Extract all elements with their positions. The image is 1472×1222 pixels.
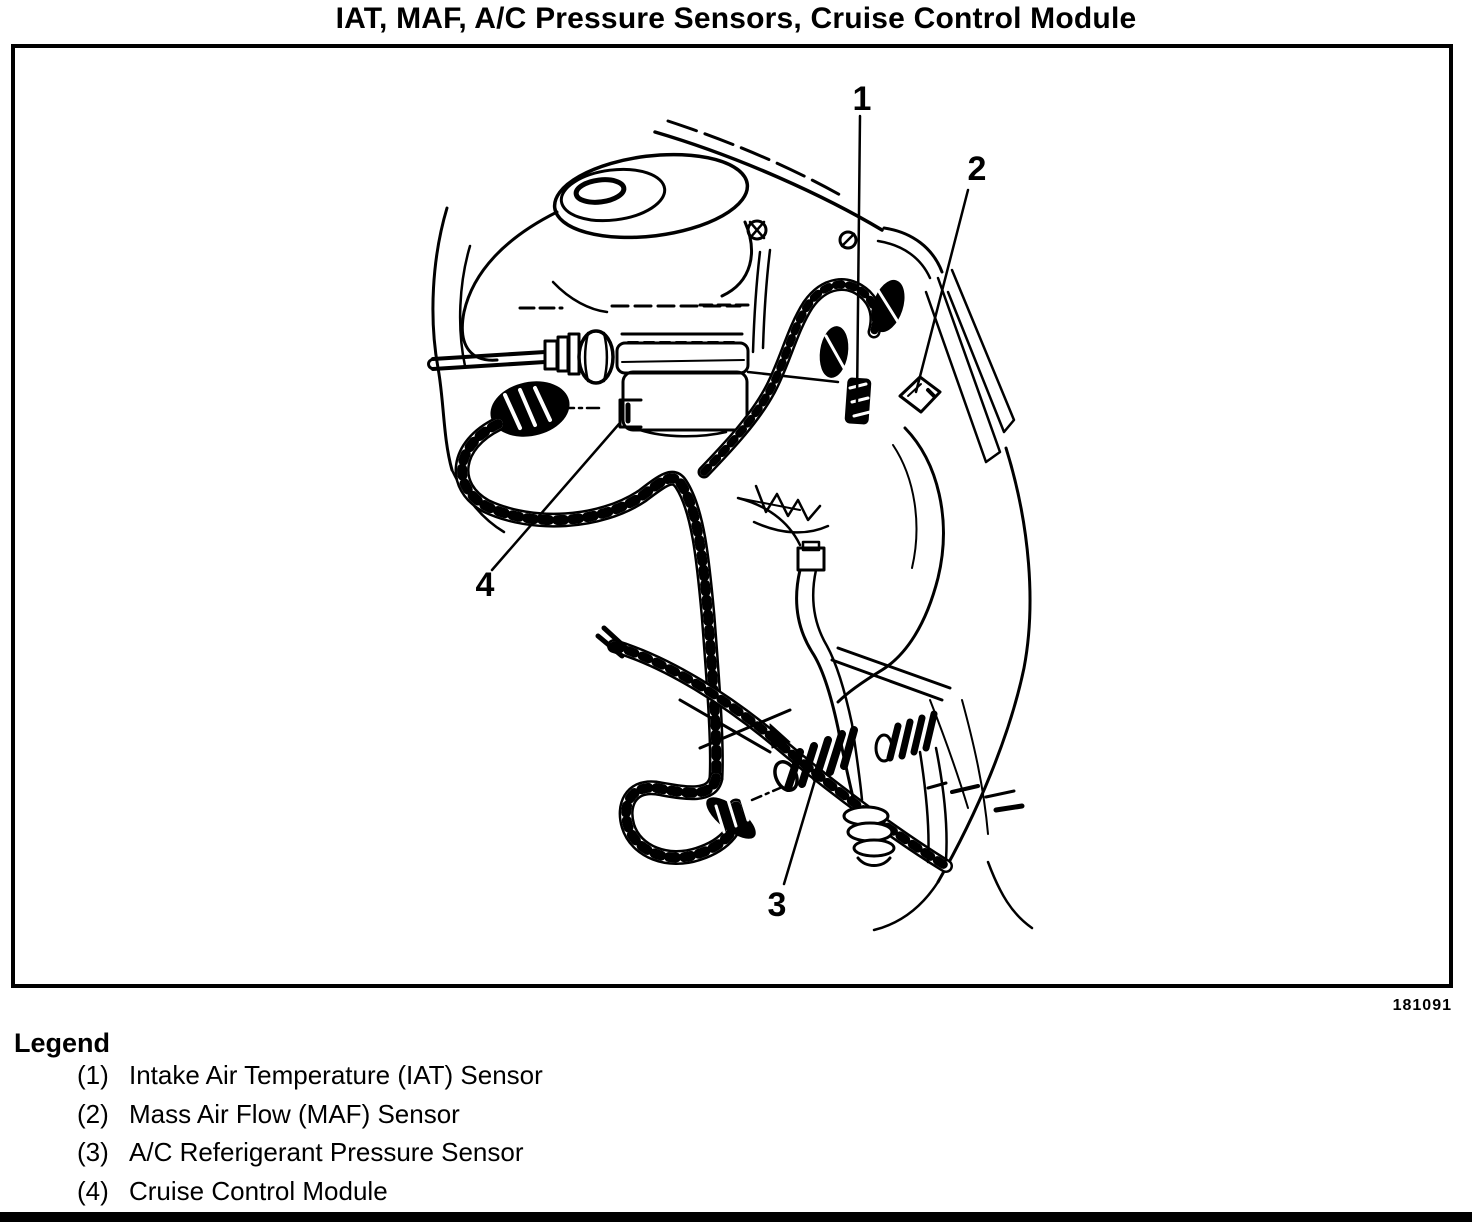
legend-item-number: (2) bbox=[77, 1098, 109, 1129]
callout-3-label: 3 bbox=[767, 886, 787, 924]
legend bbox=[0, 1028, 1472, 1212]
legend-item bbox=[77, 1058, 1472, 1097]
callout-4-label: 4 bbox=[475, 566, 495, 604]
legend-item-number: (1) bbox=[77, 1060, 109, 1090]
legend-heading: Legend bbox=[14, 1028, 111, 1058]
legend-item bbox=[77, 1135, 1472, 1174]
callout-4-leader bbox=[492, 424, 619, 570]
legend-item-label: Cruise Control Module bbox=[129, 1175, 388, 1206]
figure-number: 181091 bbox=[1392, 997, 1452, 1014]
legend-item bbox=[77, 1097, 1472, 1136]
callout-1-leader bbox=[857, 116, 860, 402]
legend-item-label: A/C Referigerant Pressure Sensor bbox=[129, 1137, 524, 1167]
legend-item-number: (4) bbox=[77, 1175, 109, 1206]
legend-item bbox=[77, 1174, 1472, 1213]
cruise-control-module bbox=[617, 343, 748, 436]
page-title: IAT, MAF, A/C Pressure Sensors, Cruise Control Module bbox=[335, 2, 1137, 35]
maf-sensor bbox=[900, 377, 940, 412]
callout-1-label: 1 bbox=[852, 80, 872, 118]
sensor-cluster bbox=[817, 276, 940, 425]
callout-2-label: 2 bbox=[967, 150, 987, 188]
loom-sleeve bbox=[700, 788, 780, 846]
sensor-probe bbox=[429, 331, 614, 383]
legend-item-number: (3) bbox=[77, 1137, 109, 1167]
bottom-rule bbox=[0, 1212, 1472, 1222]
legend-item-label: Mass Air Flow (MAF) Sensor bbox=[129, 1098, 460, 1129]
ac-hoses bbox=[771, 542, 1022, 866]
legend-item-label: Intake Air Temperature (IAT) Sensor bbox=[129, 1060, 543, 1090]
harness-connector bbox=[485, 374, 600, 443]
